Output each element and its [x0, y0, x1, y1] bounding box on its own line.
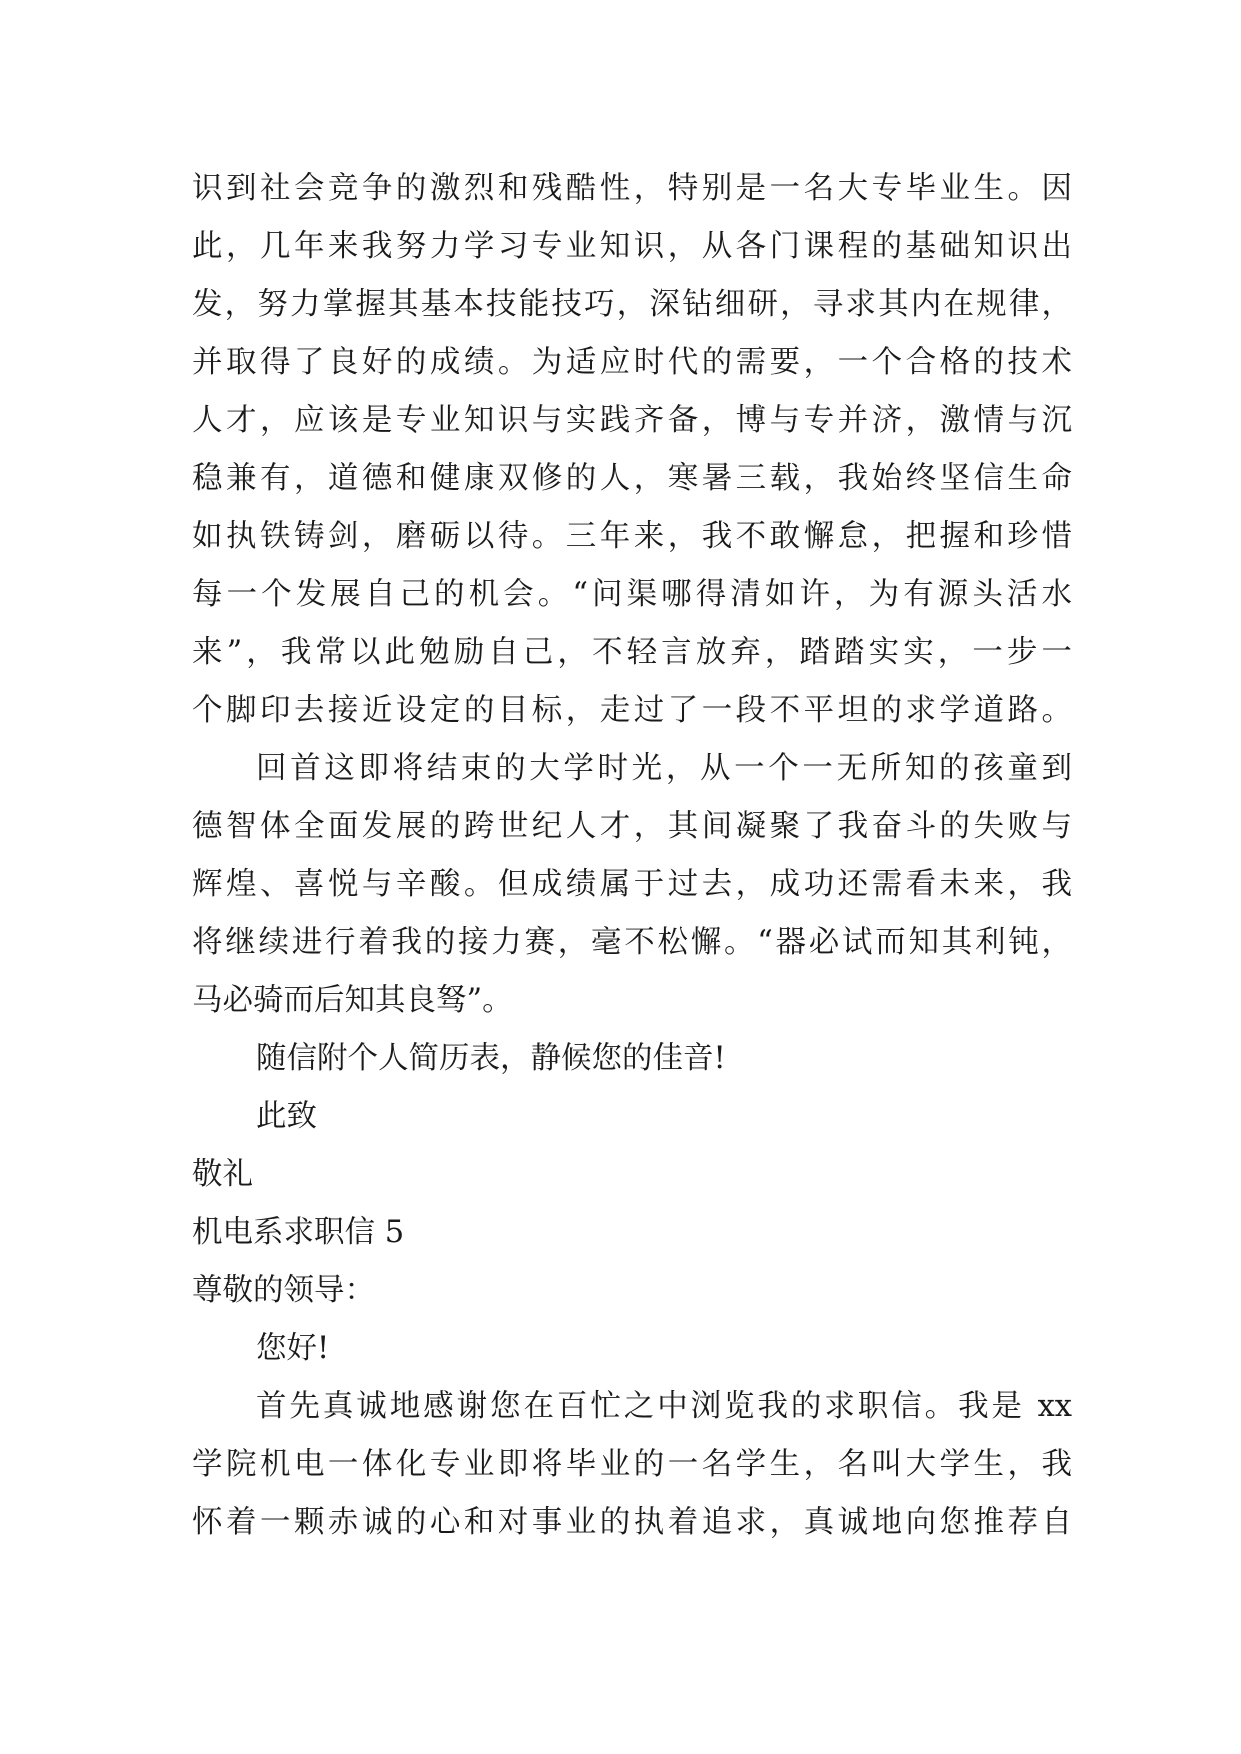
document-page	[192, 160, 1072, 1552]
text-line: 回首这即将结束的大学时光，从一个一无所知的孩童到	[256, 751, 1072, 786]
paragraph-looking-back	[192, 740, 1072, 1030]
hello-line: 您好!	[256, 1331, 330, 1366]
paragraph-introduction	[192, 1378, 1072, 1552]
text-line: 学院机电一体化专业即将毕业的一名学生，名叫大学生，我	[192, 1447, 1072, 1482]
text-line: 每一个发展自己的机会。“问渠哪得清如许，为有源头活水	[192, 577, 1072, 612]
closing-phrase: 此致	[256, 1099, 317, 1134]
salutation: 敬礼	[192, 1157, 253, 1192]
text-line: 稳兼有，道德和健康双修的人，寒暑三载，我始终坚信生命	[192, 461, 1072, 496]
attachment-note: 随信附个人简历表，静候您的佳音!	[256, 1041, 726, 1076]
text-line: 此，几年来我努力学习专业知识，从各门课程的基础知识出	[192, 229, 1072, 264]
text-line: 来”，我常以此勉励自己，不轻言放弃，踏踏实实，一步一	[192, 635, 1072, 670]
text-line: 识到社会竞争的激烈和残酷性，特别是一名大专毕业生。因	[192, 171, 1072, 206]
text-line: 辉煌、喜悦与辛酸。但成绩属于过去，成功还需看未来，我	[192, 867, 1072, 902]
text-line: 怀着一颗赤诚的心和对事业的执着追求，真诚地向您推荐自	[192, 1505, 1072, 1540]
letter-title: 机电系求职信 5	[192, 1215, 405, 1250]
text-line: 并取得了良好的成绩。为适应时代的需要，一个合格的技术	[192, 345, 1072, 380]
text-line: 马必骑而后知其良驽”。	[192, 983, 513, 1018]
text-line: 人才，应该是专业知识与实践齐备，博与专并济，激情与沉	[192, 403, 1072, 438]
text-line: 个脚印去接近设定的目标，走过了一段不平坦的求学道路。	[192, 693, 1072, 728]
text-line: 发，努力掌握其基本技能技巧，深钻细研，寻求其内在规律，	[192, 287, 1072, 322]
text-line: 将继续进行着我的接力赛，毫不松懈。“器必试而知其利钝，	[192, 925, 1072, 960]
paragraph-study-years	[192, 160, 1072, 740]
text-line: 首先真诚地感谢您在百忙之中浏览我的求职信。我是 xx	[256, 1389, 1072, 1424]
greeting: 尊敬的领导：	[192, 1273, 375, 1308]
text-line: 德智体全面发展的跨世纪人才，其间凝聚了我奋斗的失败与	[192, 809, 1072, 844]
text-line: 如执铁铸剑，磨砺以待。三年来，我不敢懈怠，把握和珍惜	[192, 519, 1072, 554]
